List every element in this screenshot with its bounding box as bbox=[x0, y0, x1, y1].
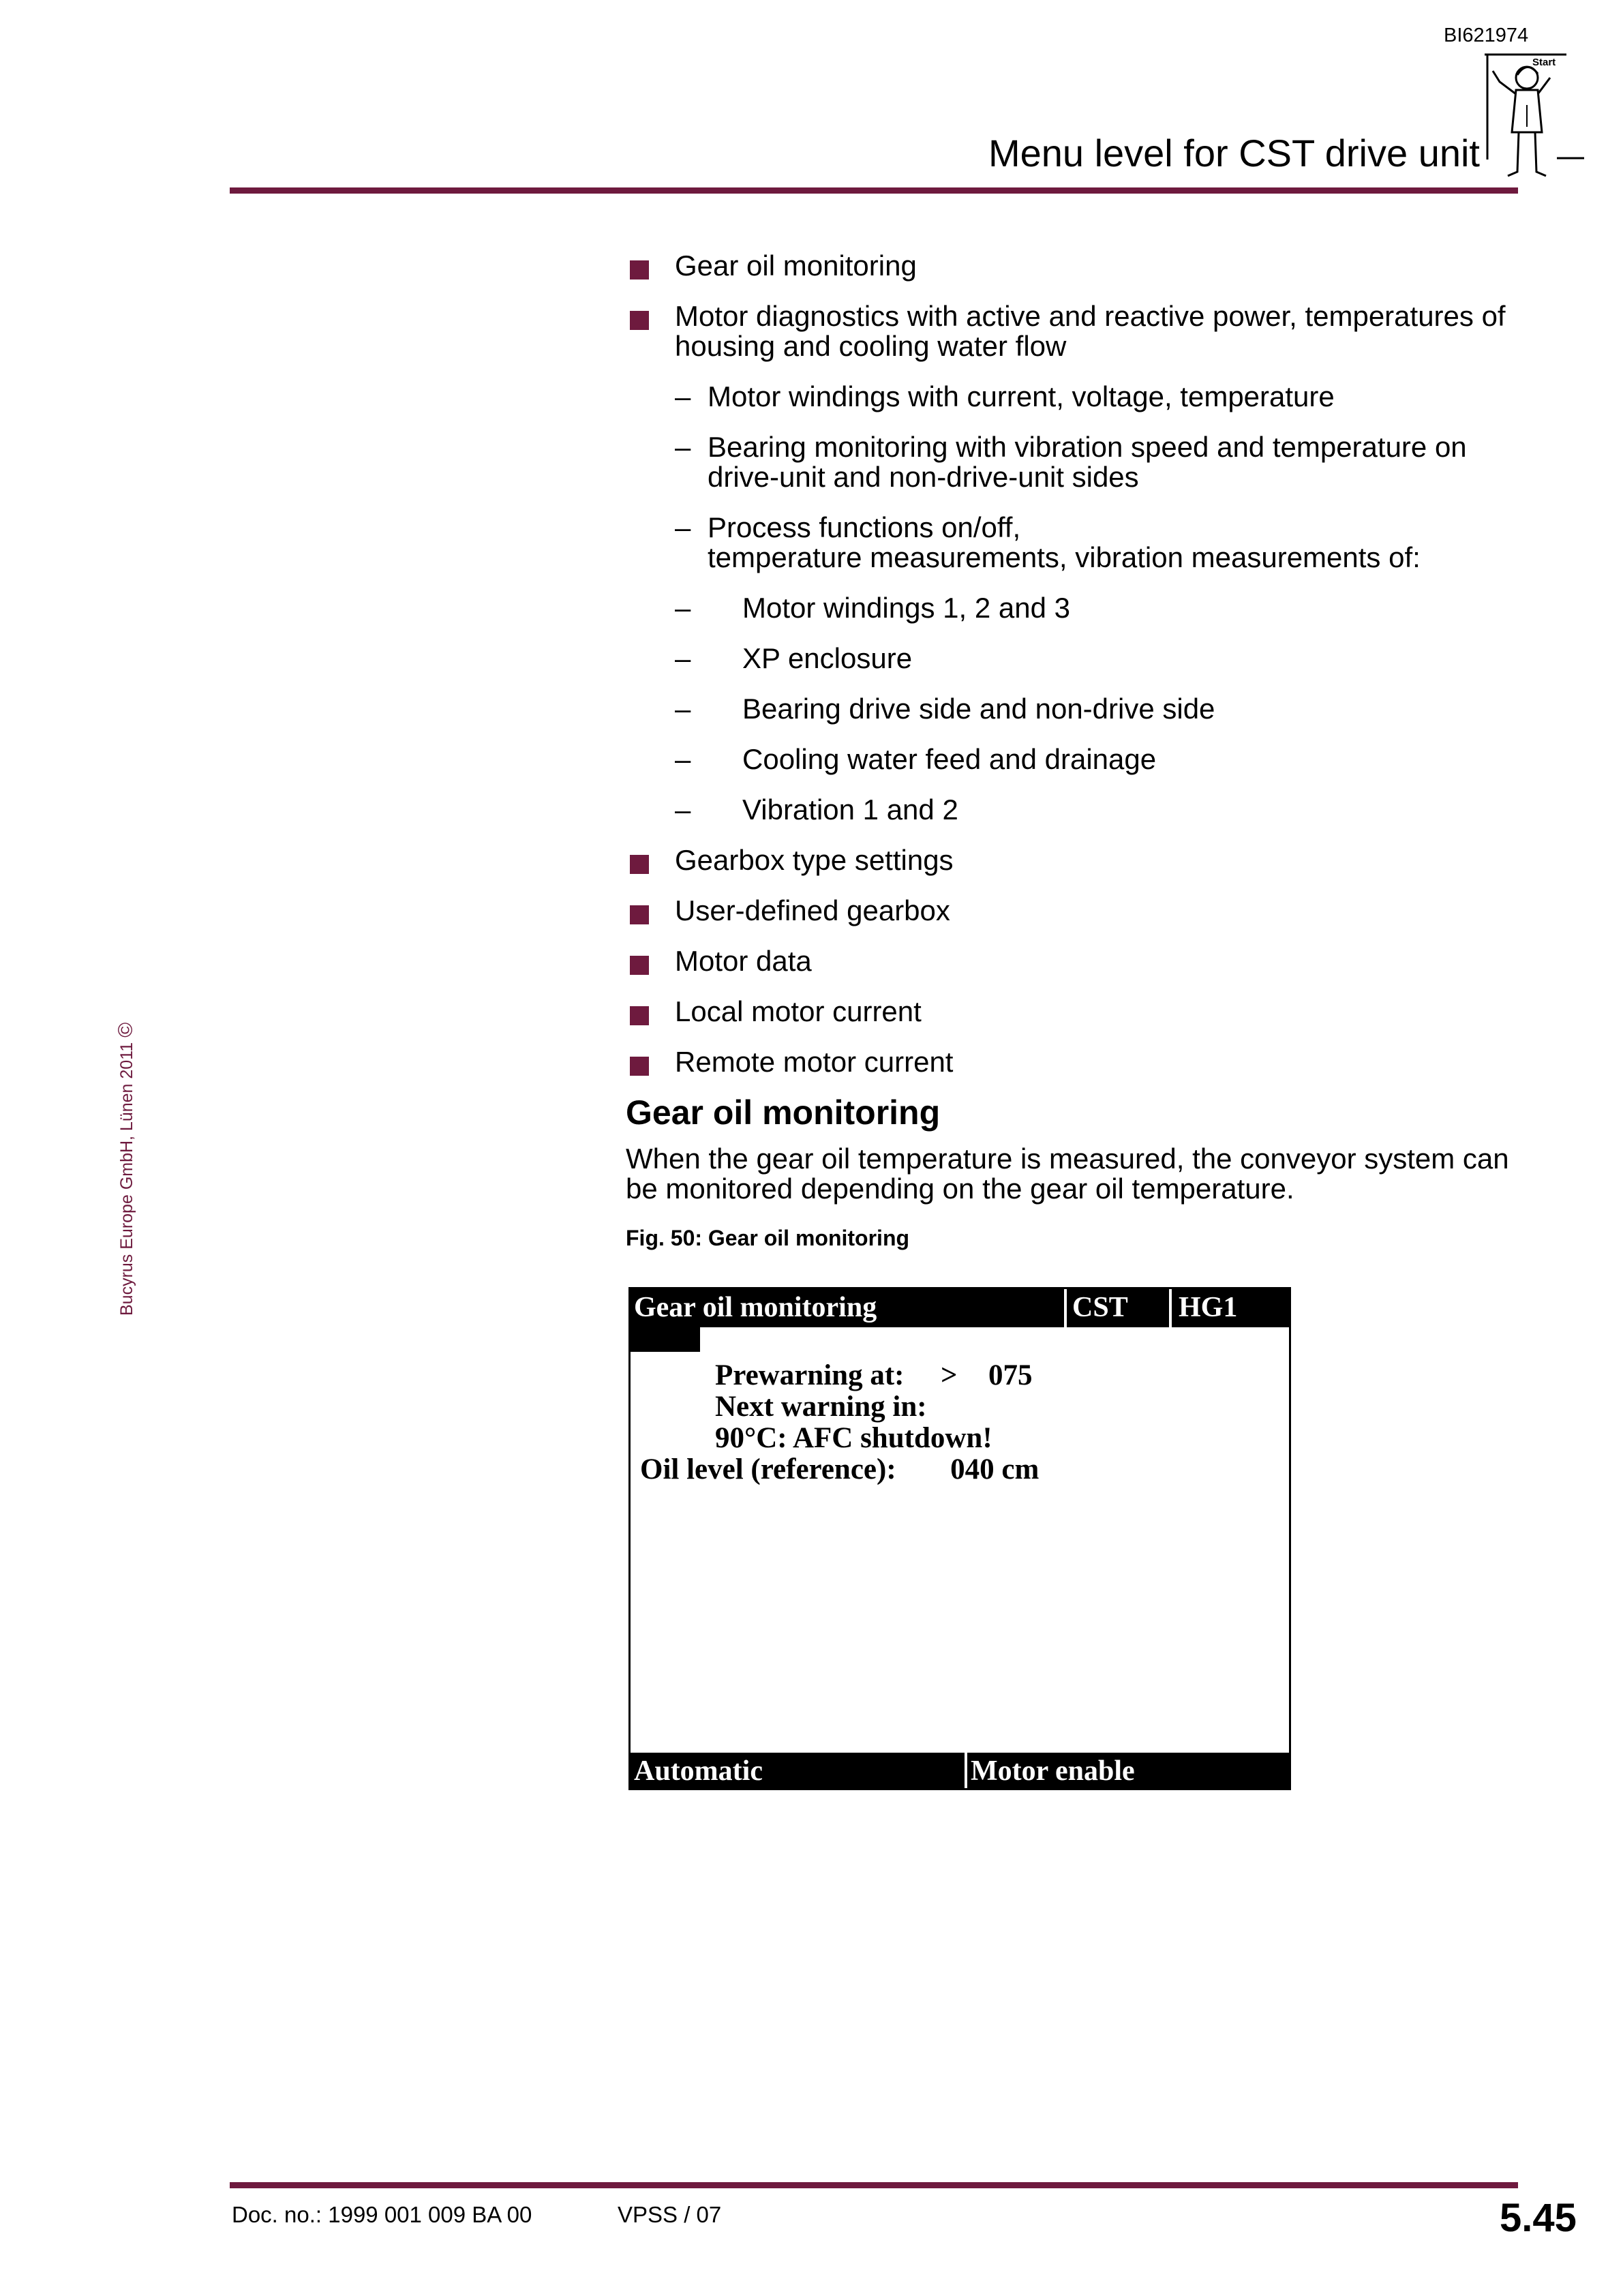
dash-mark: – bbox=[675, 431, 691, 463]
page-title: Menu level for CST drive unit bbox=[988, 132, 1480, 175]
next-warning-label: Next warning in: bbox=[715, 1391, 927, 1423]
screen-title: Gear oil monitoring bbox=[631, 1289, 1064, 1327]
prewarning-value: 075 bbox=[988, 1359, 1033, 1391]
bullet-item bbox=[626, 251, 1526, 281]
body-paragraph: When the gear oil temperature is measured, the conveyor system can be monitored depending on the gear oil temperature. bbox=[626, 1143, 1509, 1205]
dash-mark: – bbox=[675, 743, 691, 775]
bullet-item bbox=[626, 845, 1526, 875]
screen-tag-hg1: HG1 bbox=[1172, 1289, 1289, 1327]
gear-oil-monitoring-screen bbox=[628, 1287, 1291, 1790]
sub-dash-item bbox=[626, 593, 1526, 623]
dash-mark: – bbox=[675, 380, 691, 412]
status-mode: Automatic bbox=[631, 1753, 965, 1789]
sub-dash-item bbox=[626, 795, 1526, 825]
item-text: Motor data bbox=[675, 945, 812, 977]
dash-item bbox=[626, 513, 1526, 573]
sub-dash-item bbox=[626, 744, 1526, 774]
item-text: Cooling water feed and drainage bbox=[742, 743, 1157, 775]
screen-tag-cst: CST bbox=[1067, 1289, 1169, 1327]
item-text: Bearing monitoring with vibration speed and temperature on drive-unit and non-drive-unit sides bbox=[708, 431, 1467, 493]
bullet-item bbox=[626, 896, 1526, 926]
footer-version: VPSS / 07 bbox=[618, 2202, 722, 2227]
item-text: User-defined gearbox bbox=[675, 894, 950, 926]
item-text: Local motor current bbox=[675, 995, 922, 1027]
item-text: Motor diagnostics with active and reactive power, temperatures of housing and cooling water flow bbox=[675, 300, 1506, 362]
dash-mark: – bbox=[675, 693, 691, 725]
start-label: Start bbox=[1532, 57, 1556, 68]
item-text: Process functions on/off, temperature measurements, vibration measurements of: bbox=[708, 511, 1421, 573]
dash-mark: – bbox=[675, 511, 691, 543]
prewarning-operator: > bbox=[940, 1359, 958, 1391]
copyright-text: Bucyrus Europe GmbH, Lünen 2011 bbox=[117, 1042, 136, 1316]
header-rule bbox=[230, 187, 1518, 194]
item-text: Gear oil monitoring bbox=[675, 250, 917, 282]
status-motor-enable: Motor enable bbox=[967, 1753, 1289, 1789]
main-content bbox=[626, 251, 1526, 1253]
bullet-item bbox=[626, 1047, 1526, 1077]
prewarning-label: Prewarning at: bbox=[715, 1359, 905, 1391]
copyright-symbol: © bbox=[115, 1022, 137, 1038]
item-text: Motor windings with current, voltage, temperature bbox=[708, 380, 1335, 412]
bullet-item bbox=[626, 997, 1526, 1027]
page-number: 5.45 bbox=[1500, 2196, 1577, 2240]
document-id: BI621974 bbox=[1444, 25, 1529, 46]
feature-list bbox=[626, 251, 1526, 1077]
oil-level-row bbox=[640, 1454, 1039, 1485]
dash-item bbox=[626, 432, 1526, 492]
bullet-item bbox=[626, 301, 1526, 361]
copyright-notice bbox=[115, 1023, 138, 1316]
dash-mark: – bbox=[675, 794, 691, 826]
shutdown-text: 90°C: AFC shutdown! bbox=[715, 1422, 992, 1454]
dash-item bbox=[626, 382, 1526, 412]
footer-rule bbox=[230, 2182, 1518, 2188]
item-text: Vibration 1 and 2 bbox=[742, 794, 958, 826]
bullet-item bbox=[626, 946, 1526, 976]
item-text: Bearing drive side and non-drive side bbox=[742, 693, 1215, 725]
item-text: Gearbox type settings bbox=[675, 844, 954, 876]
oil-level-value: 040 cm bbox=[950, 1453, 1040, 1485]
oil-level-label: Oil level (reference): bbox=[640, 1453, 896, 1485]
start-figure-icon bbox=[1485, 50, 1584, 187]
figure-caption: Fig. 50: Gear oil monitoring bbox=[626, 1226, 910, 1250]
dash-mark: – bbox=[675, 592, 691, 624]
screen-cursor-block bbox=[631, 1327, 700, 1352]
item-text: Remote motor current bbox=[675, 1046, 954, 1078]
item-text: XP enclosure bbox=[742, 642, 913, 674]
footer-doc-number: Doc. no.: 1999 001 009 BA 00 bbox=[232, 2202, 532, 2227]
sub-dash-item bbox=[626, 694, 1526, 724]
prewarning-row bbox=[715, 1360, 1032, 1391]
dash-mark: – bbox=[675, 642, 691, 674]
item-text: Motor windings 1, 2 and 3 bbox=[742, 592, 1070, 624]
section-heading: Gear oil monitoring bbox=[626, 1093, 941, 1132]
sub-dash-item bbox=[626, 644, 1526, 674]
